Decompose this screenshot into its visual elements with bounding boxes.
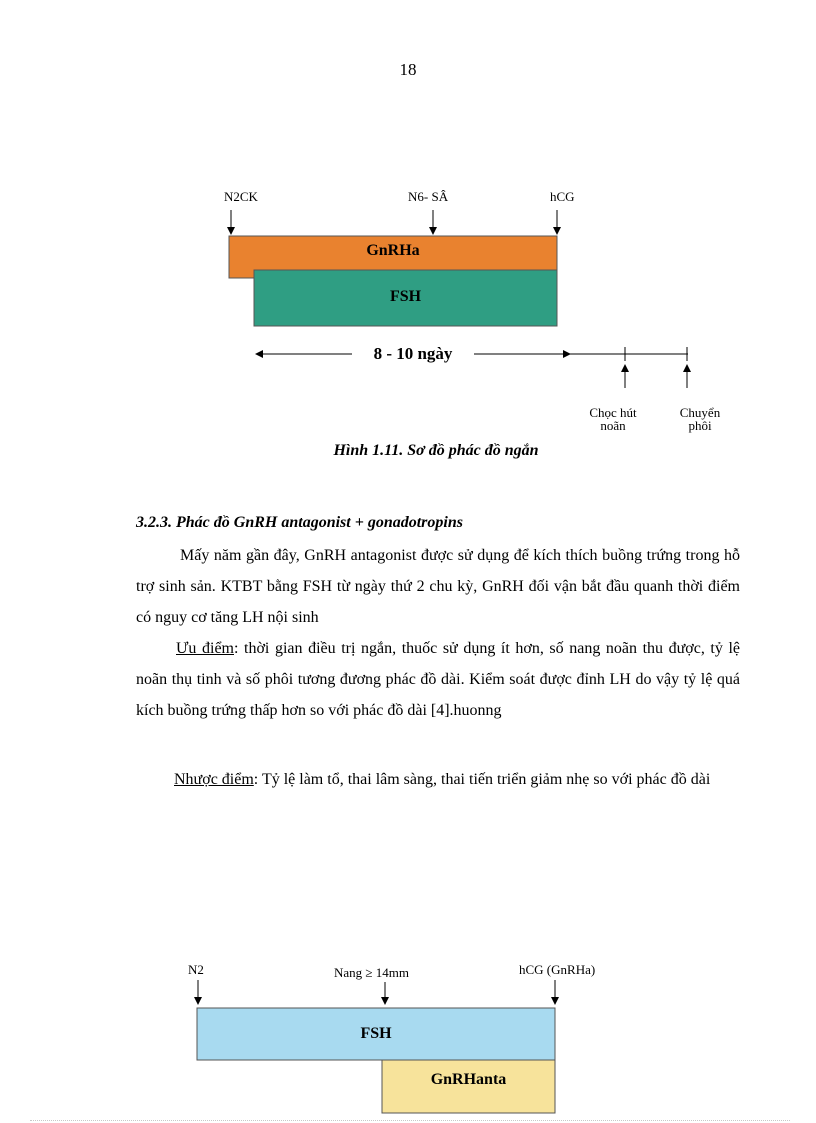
fsh-bar-2-label: FSH — [360, 1025, 392, 1042]
duration-label: 8 - 10 ngày — [373, 344, 453, 363]
disadvantage-text: : Tỷ lệ làm tổ, thai lâm sàng, thai tiến triển giảm nhẹ so với phác đồ dài — [253, 771, 711, 788]
oocyte-retrieval-label: Chọc hút noãn — [589, 405, 637, 433]
diagram1-graphics — [0, 0, 816, 440]
disadvantage-label: Nhược điểm — [174, 771, 254, 788]
marker-label-n6: N6- SÂ — [408, 189, 449, 204]
section-heading: 3.2.3. Phác đồ GnRH antagonist + gonadotropins — [136, 514, 463, 531]
advantage-label: Ưu điểm — [176, 640, 234, 657]
marker-label-hcg-gnrha: hCG (GnRHa) — [519, 962, 596, 977]
gnrha-bar-label: GnRHa — [366, 242, 420, 259]
advantage-text: : thời gian điều trị ngắn, thuốc sử dụng ít hơn, số nang noãn thu được, tỷ lệ noãn thụ tinh và số phôi tương đương phác đồ dài. Kiểm soát được đỉnh LH do vậy tỷ lệ quá kích buồng trứng thấp hơn so với phác đồ dài [4].huonng — [136, 640, 741, 719]
marker-label-n2ck: N2CK — [224, 189, 258, 204]
marker-label-follicle: Nang ≥ 14mm — [334, 965, 410, 980]
figure-caption: Hình 1.11. Sơ đồ phác đồ ngắn — [333, 442, 539, 459]
paragraph-intro: Mấy năm gần đây, GnRH antagonist được sử dụng để kích thích buồng trứng trong hỗ trợ sinh sản. KTBT bằng FSH từ ngày thứ 2 chu kỳ, GnRH đối vận bắt đầu quanh thời điểm có nguy cơ tăng LH nội sinh — [136, 547, 740, 626]
marker-label-hcg: hCG — [550, 189, 575, 204]
gnrhanta-bar-label: GnRHanta — [430, 1071, 507, 1088]
embryo-transfer-label: Chuyển phôi — [679, 405, 721, 433]
paragraph-disadvantages — [136, 764, 740, 795]
paragraph-advantages — [136, 633, 740, 726]
bottom-rule — [30, 1120, 790, 1121]
fsh-bar-label: FSH — [389, 288, 422, 305]
marker-label-n2: N2 — [188, 962, 204, 977]
page-number: 18 — [399, 60, 417, 79]
